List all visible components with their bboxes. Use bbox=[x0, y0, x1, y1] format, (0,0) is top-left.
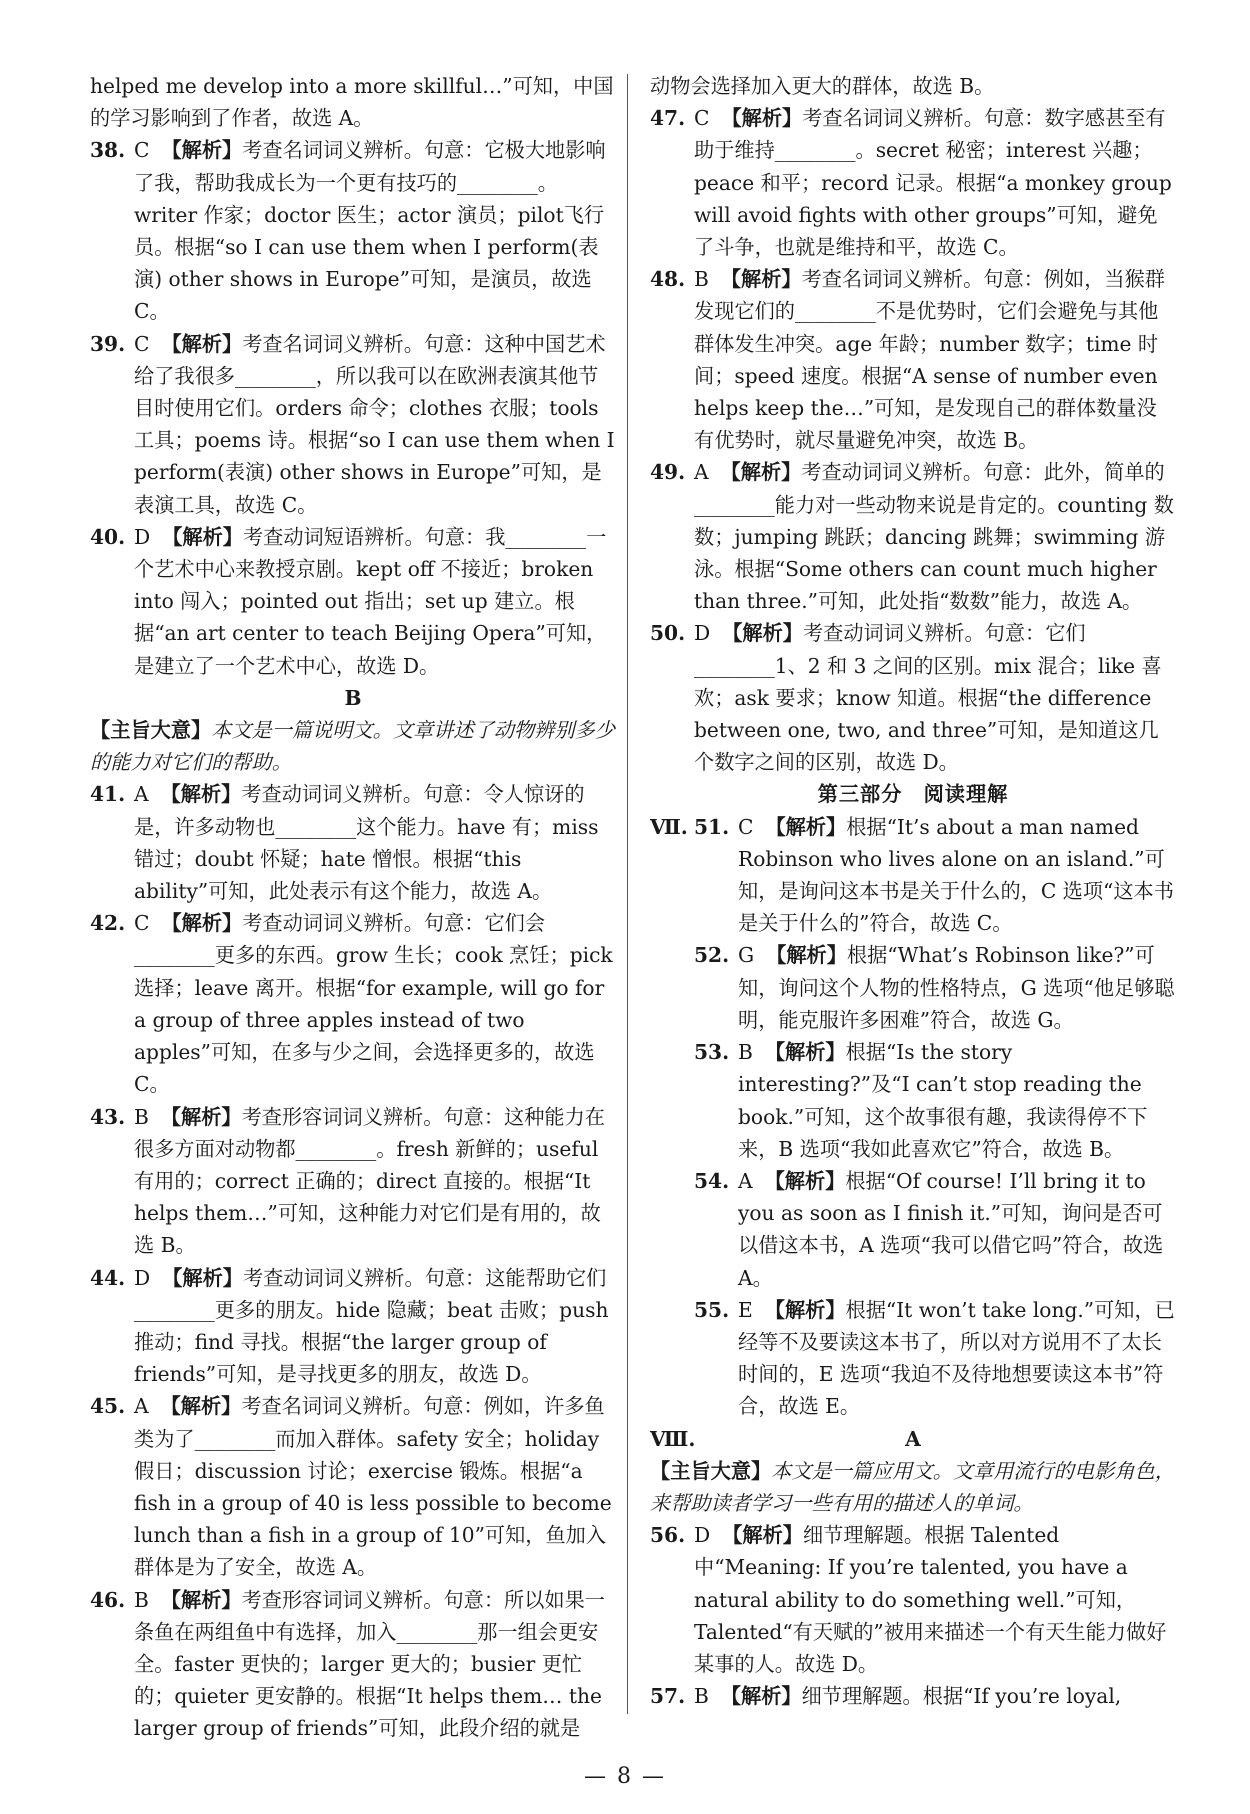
answer-item bbox=[90, 1584, 616, 1745]
analysis-text: 考查形容词词义辨析。句意：所以如果一条鱼在两组鱼中有选择，加入________那一组会更安全。faster 更快的；larger 更大的；busier 更忙的；quieter 更安静的。根据“It helps them… the larger group of friends”可知，此段介绍的就是 bbox=[134, 1587, 605, 1741]
answer-letter: A bbox=[738, 1168, 753, 1193]
answer-item bbox=[650, 263, 1176, 456]
analysis-text: 考查动词词义辨析。句意：它们________1、2 和 3 之间的区别。mix 混合；like 喜欢；ask 要求；know 知道。根据“the difference between one, two, and three”可知，是知道这几个数字之间的区别，故选 D。 bbox=[694, 621, 1162, 775]
answer-list bbox=[650, 102, 1176, 778]
analysis-tag: 【解析】 bbox=[160, 1104, 242, 1129]
analysis-tag: 【解析】 bbox=[161, 138, 243, 163]
item-number: 45. bbox=[90, 1394, 126, 1419]
answer-letter: B bbox=[694, 1684, 709, 1709]
column-divider bbox=[627, 74, 628, 1714]
answer-letter: B bbox=[694, 267, 709, 292]
continuation-text: helped me develop into a more skillful…”可知，中国的学习影响到了作者，故选 A。 bbox=[90, 74, 614, 131]
analysis-text: 考查动词词义辨析。句意：令人惊讶的是，许多动物也________这个能力。have 有；miss 错过；doubt 怀疑；hate 憎恨。根据“this ability”可知，此处表示有这个能力，故选 A。 bbox=[134, 782, 599, 904]
analysis-tag: 【解析】 bbox=[160, 1587, 242, 1612]
answer-letter: C bbox=[134, 331, 150, 356]
answer-item bbox=[90, 778, 616, 907]
section-heading: A bbox=[905, 1426, 921, 1451]
analysis-tag: 【解析】 bbox=[162, 524, 243, 549]
item-number: 57. bbox=[650, 1684, 686, 1709]
analysis-tag: 【解析】 bbox=[764, 1297, 846, 1322]
answer-item bbox=[90, 328, 616, 521]
item-number: 41. bbox=[90, 782, 126, 807]
analysis-text: 根据“Of course! I’ll bring it to you as soon as I finish it.”可知，询问是否可以借这本书，A 选项“我可以借它吗”符合，故选 A。 bbox=[738, 1168, 1164, 1290]
item-number: 43. bbox=[90, 1104, 126, 1129]
answer-item bbox=[90, 1101, 616, 1262]
analysis-tag: 【解析】 bbox=[720, 267, 802, 292]
answer-letter: B bbox=[738, 1040, 753, 1065]
right-column bbox=[650, 70, 1176, 1712]
analysis-tag: 【解析】 bbox=[160, 1394, 242, 1419]
answer-item bbox=[694, 1165, 1176, 1294]
summary-text: 本文是一篇说明文。文章讲述了动物辨别多少的能力对它们的帮助。 bbox=[90, 718, 615, 775]
analysis-text: 考查形容词词义辨析。句意：这种能力在很多方面对动物都________。fresh 新鲜的；useful 有用的；correct 正确的；direct 直接的。根据“It helps them…”可知，这种能力对它们是有用的，故选 B。 bbox=[134, 1104, 605, 1258]
answer-item bbox=[694, 1036, 1176, 1165]
answer-letter: C bbox=[694, 106, 710, 131]
analysis-tag: 【解析】 bbox=[161, 331, 243, 356]
answer-list bbox=[650, 1519, 1176, 1712]
answer-letter: D bbox=[694, 621, 711, 646]
answer-letter: D bbox=[134, 1265, 151, 1290]
answer-letter: C bbox=[134, 138, 150, 163]
continuation-text: 动物会选择加入更大的群体，故选 B。 bbox=[650, 74, 995, 98]
summary-paragraph bbox=[90, 714, 616, 778]
item-number: 54. bbox=[694, 1168, 730, 1193]
analysis-text: 考查名词词义辨析。句意：这种中国艺术给了我很多________，所以我可以在欧洲表演其他节目时使用它们。orders 命令；clothes 衣服；tools 工具；poems 诗。根据“so I can use them when I perform(表演) other shows in Europe”可知，是表演工具，故选 C。 bbox=[134, 331, 615, 517]
answer-letter: D bbox=[694, 1523, 711, 1548]
answer-letter: B bbox=[134, 1104, 149, 1129]
item-number: 50. bbox=[650, 621, 686, 646]
analysis-text: 细节理解题。根据“If you’re loyal, bbox=[801, 1684, 1122, 1709]
item-number: 38. bbox=[90, 138, 126, 163]
roman-numeral: Ⅷ. bbox=[650, 1426, 696, 1451]
part-title: 第三部分 阅读理解 bbox=[817, 782, 1009, 807]
analysis-text: 细节理解题。根据 Talented 中“Meaning: If you’re talented, you have a natural ability to do something well.”可知，Talented“有天赋的”被用来描述一个有天生能力做好某事的人。故选 D。 bbox=[694, 1523, 1167, 1676]
item-number: 52. bbox=[694, 943, 730, 968]
analysis-text: 根据“It’s about a man named Robinson who lives alone on an island.”可知，是询问这本书是关于什么的，C 选项“这本书是关于什么的”符合，故选 C。 bbox=[738, 814, 1174, 936]
analysis-tag: 【解析】 bbox=[722, 1523, 803, 1548]
item-number: 55. bbox=[694, 1297, 730, 1322]
analysis-text: 考查动词词义辨析。句意：它们会________更多的东西。grow 生长；cook 烹饪；pick 选择；leave 离开。根据“for example, will go for a group of three apples instead of two apples”可知，在多与少之间，会选择更多的，故选 C。 bbox=[134, 911, 613, 1097]
item-number: 51. bbox=[694, 814, 730, 839]
item-number: 49. bbox=[650, 460, 686, 485]
answer-item bbox=[650, 1680, 1176, 1712]
analysis-text: 考查动词短语辨析。句意：我________一个艺术中心来教授京剧。kept off 不接近；broken into 闯入；pointed out 指出；set up 建立。根据“an art center to teach Beijing Opera”可知，是建立了一个艺术中心，故选 D。 bbox=[134, 524, 607, 678]
analysis-tag: 【解析】 bbox=[765, 814, 847, 839]
item-number: 42. bbox=[90, 911, 126, 936]
analysis-text: 考查名词词义辨析。句意：它极大地影响了我，帮助我成长为一个更有技巧的________。writer 作家；doctor 医生；actor 演员；pilot飞行员。根据“so I can use them when I perform(表演) other shows in Europe”可知，是演员，故选 C。 bbox=[134, 138, 606, 324]
section-heading: B bbox=[344, 685, 362, 710]
answer-letter: B bbox=[134, 1587, 149, 1612]
analysis-tag: 【解析】 bbox=[722, 621, 803, 646]
summary-text: 本文是一篇应用文。文章用流行的电影角色，来帮助读者学习一些有用的描述人的单词。 bbox=[650, 1458, 1175, 1515]
answer-letter: A bbox=[134, 1394, 149, 1419]
summary-paragraph bbox=[650, 1455, 1176, 1519]
item-number: 40. bbox=[90, 524, 126, 549]
answer-list bbox=[90, 778, 616, 1744]
answer-letter: D bbox=[134, 524, 151, 549]
analysis-text: 考查名词词义辨析。句意：例如，当猴群发现它们的________不是优势时，它们会避免与其他群体发生冲突。age 年龄；number 数字；time 时间；speed 速度。根据“A sense of number even helps keep the…”可知，是发现自己的群体数量没有优势时，就尽量避免冲突，故选 B。 bbox=[694, 267, 1165, 453]
answer-item bbox=[694, 811, 1176, 940]
answer-item bbox=[90, 1390, 616, 1583]
analysis-tag: 【解析】 bbox=[162, 1265, 243, 1290]
answer-item bbox=[650, 1519, 1176, 1680]
summary-tag: 【主旨大意】 bbox=[650, 1458, 772, 1483]
page-number: — 8 — bbox=[584, 1764, 666, 1789]
answer-letter: A bbox=[134, 782, 149, 807]
item-number: 44. bbox=[90, 1265, 126, 1290]
analysis-text: 根据“Is the story interesting?”及“I can’t stop reading the book.”可知，这个故事很有趣，我读得停不下来，B 选项“我如此喜欢它”符合，故选 B。 bbox=[738, 1040, 1148, 1161]
answer-item bbox=[650, 102, 1176, 263]
answer-item bbox=[650, 456, 1176, 617]
answer-letter: C bbox=[738, 814, 754, 839]
roman-block bbox=[650, 811, 1176, 1423]
answer-letter: C bbox=[134, 911, 150, 936]
answer-list bbox=[694, 811, 1176, 1423]
answer-item bbox=[90, 1262, 616, 1391]
summary-tag: 【主旨大意】 bbox=[90, 718, 212, 743]
analysis-text: 考查名词词义辨析。句意：例如，许多鱼类为了________而加入群体。safety 安全；holiday 假日；discussion 讨论；exercise 锻炼。根据“a fish in a group of 40 is less possible to become lunch than a fish in a group of 10”可知，鱼加入群体是为了安全，故选 A。 bbox=[134, 1394, 612, 1580]
item-number: 46. bbox=[90, 1587, 126, 1612]
analysis-tag: 【解析】 bbox=[720, 1684, 802, 1709]
roman-numeral: Ⅶ. bbox=[650, 814, 688, 839]
analysis-tag: 【解析】 bbox=[764, 1168, 846, 1193]
answer-letter: A bbox=[694, 460, 709, 485]
analysis-text: 考查动词词义辨析。句意：这能帮助它们________更多的朋友。hide 隐藏；beat 击败；push 推动；find 寻找。根据“the larger group of friends”可知，是寻找更多的朋友，故选 D。 bbox=[134, 1265, 609, 1387]
analysis-tag: 【解析】 bbox=[764, 1040, 846, 1065]
answer-letter: E bbox=[738, 1297, 753, 1322]
item-number: 47. bbox=[650, 106, 686, 131]
analysis-tag: 【解析】 bbox=[720, 460, 802, 485]
answer-item bbox=[90, 907, 616, 1100]
analysis-text: 考查动词词义辨析。句意：此外，简单的________能力对一些动物来说是肯定的。counting 数数；jumping 跳跃；dancing 跳舞；swimming 游泳。根据“Some others can count much higher than three.”可知，此处指“数数”能力，故选 A。 bbox=[694, 460, 1174, 614]
analysis-text: 考查名词词义辨析。句意：数字感甚至有助于维持________。secret 秘密；interest 兴趣；peace 和平；record 记录。根据“a monkey group will avoid fights with other groups”可知，避免了斗争，也就是维持和平，故选 C。 bbox=[694, 106, 1172, 260]
analysis-tag: 【解析】 bbox=[721, 106, 803, 131]
answer-list bbox=[90, 134, 616, 681]
item-number: 48. bbox=[650, 267, 686, 292]
item-number: 39. bbox=[90, 331, 126, 356]
item-number: 56. bbox=[650, 1523, 686, 1548]
left-column bbox=[90, 70, 616, 1745]
analysis-tag: 【解析】 bbox=[160, 782, 242, 807]
answer-item bbox=[694, 939, 1176, 1036]
answer-item bbox=[90, 521, 616, 682]
item-number: 53. bbox=[694, 1040, 730, 1065]
answer-item bbox=[650, 617, 1176, 778]
answer-item bbox=[694, 1294, 1176, 1423]
analysis-tag: 【解析】 bbox=[161, 911, 243, 936]
answer-item bbox=[90, 134, 616, 327]
analysis-tag: 【解析】 bbox=[766, 943, 847, 968]
answer-letter: G bbox=[738, 943, 755, 968]
analysis-text: 根据“It won’t take long.”可知，已经等不及要读这本书了，所以对方说用不了太长时间的，E 选项“我迫不及待地想要读这本书”符合，故选 E。 bbox=[738, 1297, 1175, 1419]
analysis-text: 根据“What’s Robinson like?”可知，询问这个人物的性格特点，G 选项“他足够聪明，能克服许多困难”符合，故选 G。 bbox=[738, 943, 1175, 1032]
